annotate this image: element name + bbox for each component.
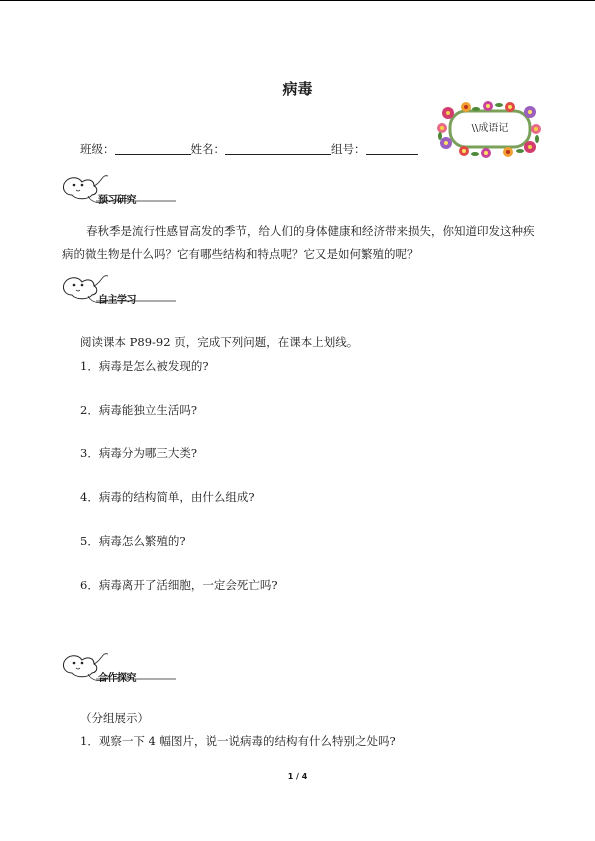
page-number: 1 / 4 [287, 772, 308, 781]
question-item: 5．病毒怎么繁殖的? [80, 534, 186, 548]
question-item: 2．病毒能独立生活吗? [80, 403, 197, 417]
page-title: 病毒 [282, 80, 313, 98]
question-item: 1．病毒是怎么被发现的? [80, 359, 209, 373]
section-label-self-study: 自主学习 [98, 295, 136, 306]
section-heading-preview [58, 170, 178, 210]
class-field[interactable] [115, 142, 191, 155]
question-item: 3．病毒分为哪三大类? [80, 446, 197, 460]
section-label-preview: 预习研究 [98, 195, 136, 206]
student-info-line [80, 141, 418, 157]
top-rule [0, 0, 595, 1]
question-item: 6．病毒离开了活细胞，一定会死亡吗? [80, 578, 278, 592]
question-item: 1．观察一下 4 幅图片，说一说病毒的结构有什么特别之处吗? [80, 734, 396, 748]
name-label: 姓名： [190, 142, 225, 156]
self-study-intro: 阅读课本 P89-92 页，完成下列问题，在课本上划线。 [80, 335, 359, 349]
section-heading-self-study [58, 270, 178, 310]
group-label: 组号： [331, 142, 366, 156]
group-field[interactable] [366, 142, 418, 155]
section-label-cooperative: 合作探究 [98, 673, 136, 684]
section-heading-cooperative [58, 648, 178, 688]
group-display-note: （分组展示） [80, 711, 149, 725]
name-field[interactable] [225, 142, 331, 155]
flower-wreath-badge [436, 99, 544, 159]
preview-paragraph: 春秋季是流行性感冒高发的季节，给人们的身体健康和经济带来损失，你知道印发这种疾病的微生物是什么吗？它有哪些结构和特点呢？它又是如何繁殖的呢？ [62, 224, 535, 261]
wreath-label: \\成语记 [471, 123, 509, 134]
class-label: 班级： [80, 142, 115, 156]
question-item: 4．病毒的结构简单，由什么组成? [80, 490, 255, 504]
